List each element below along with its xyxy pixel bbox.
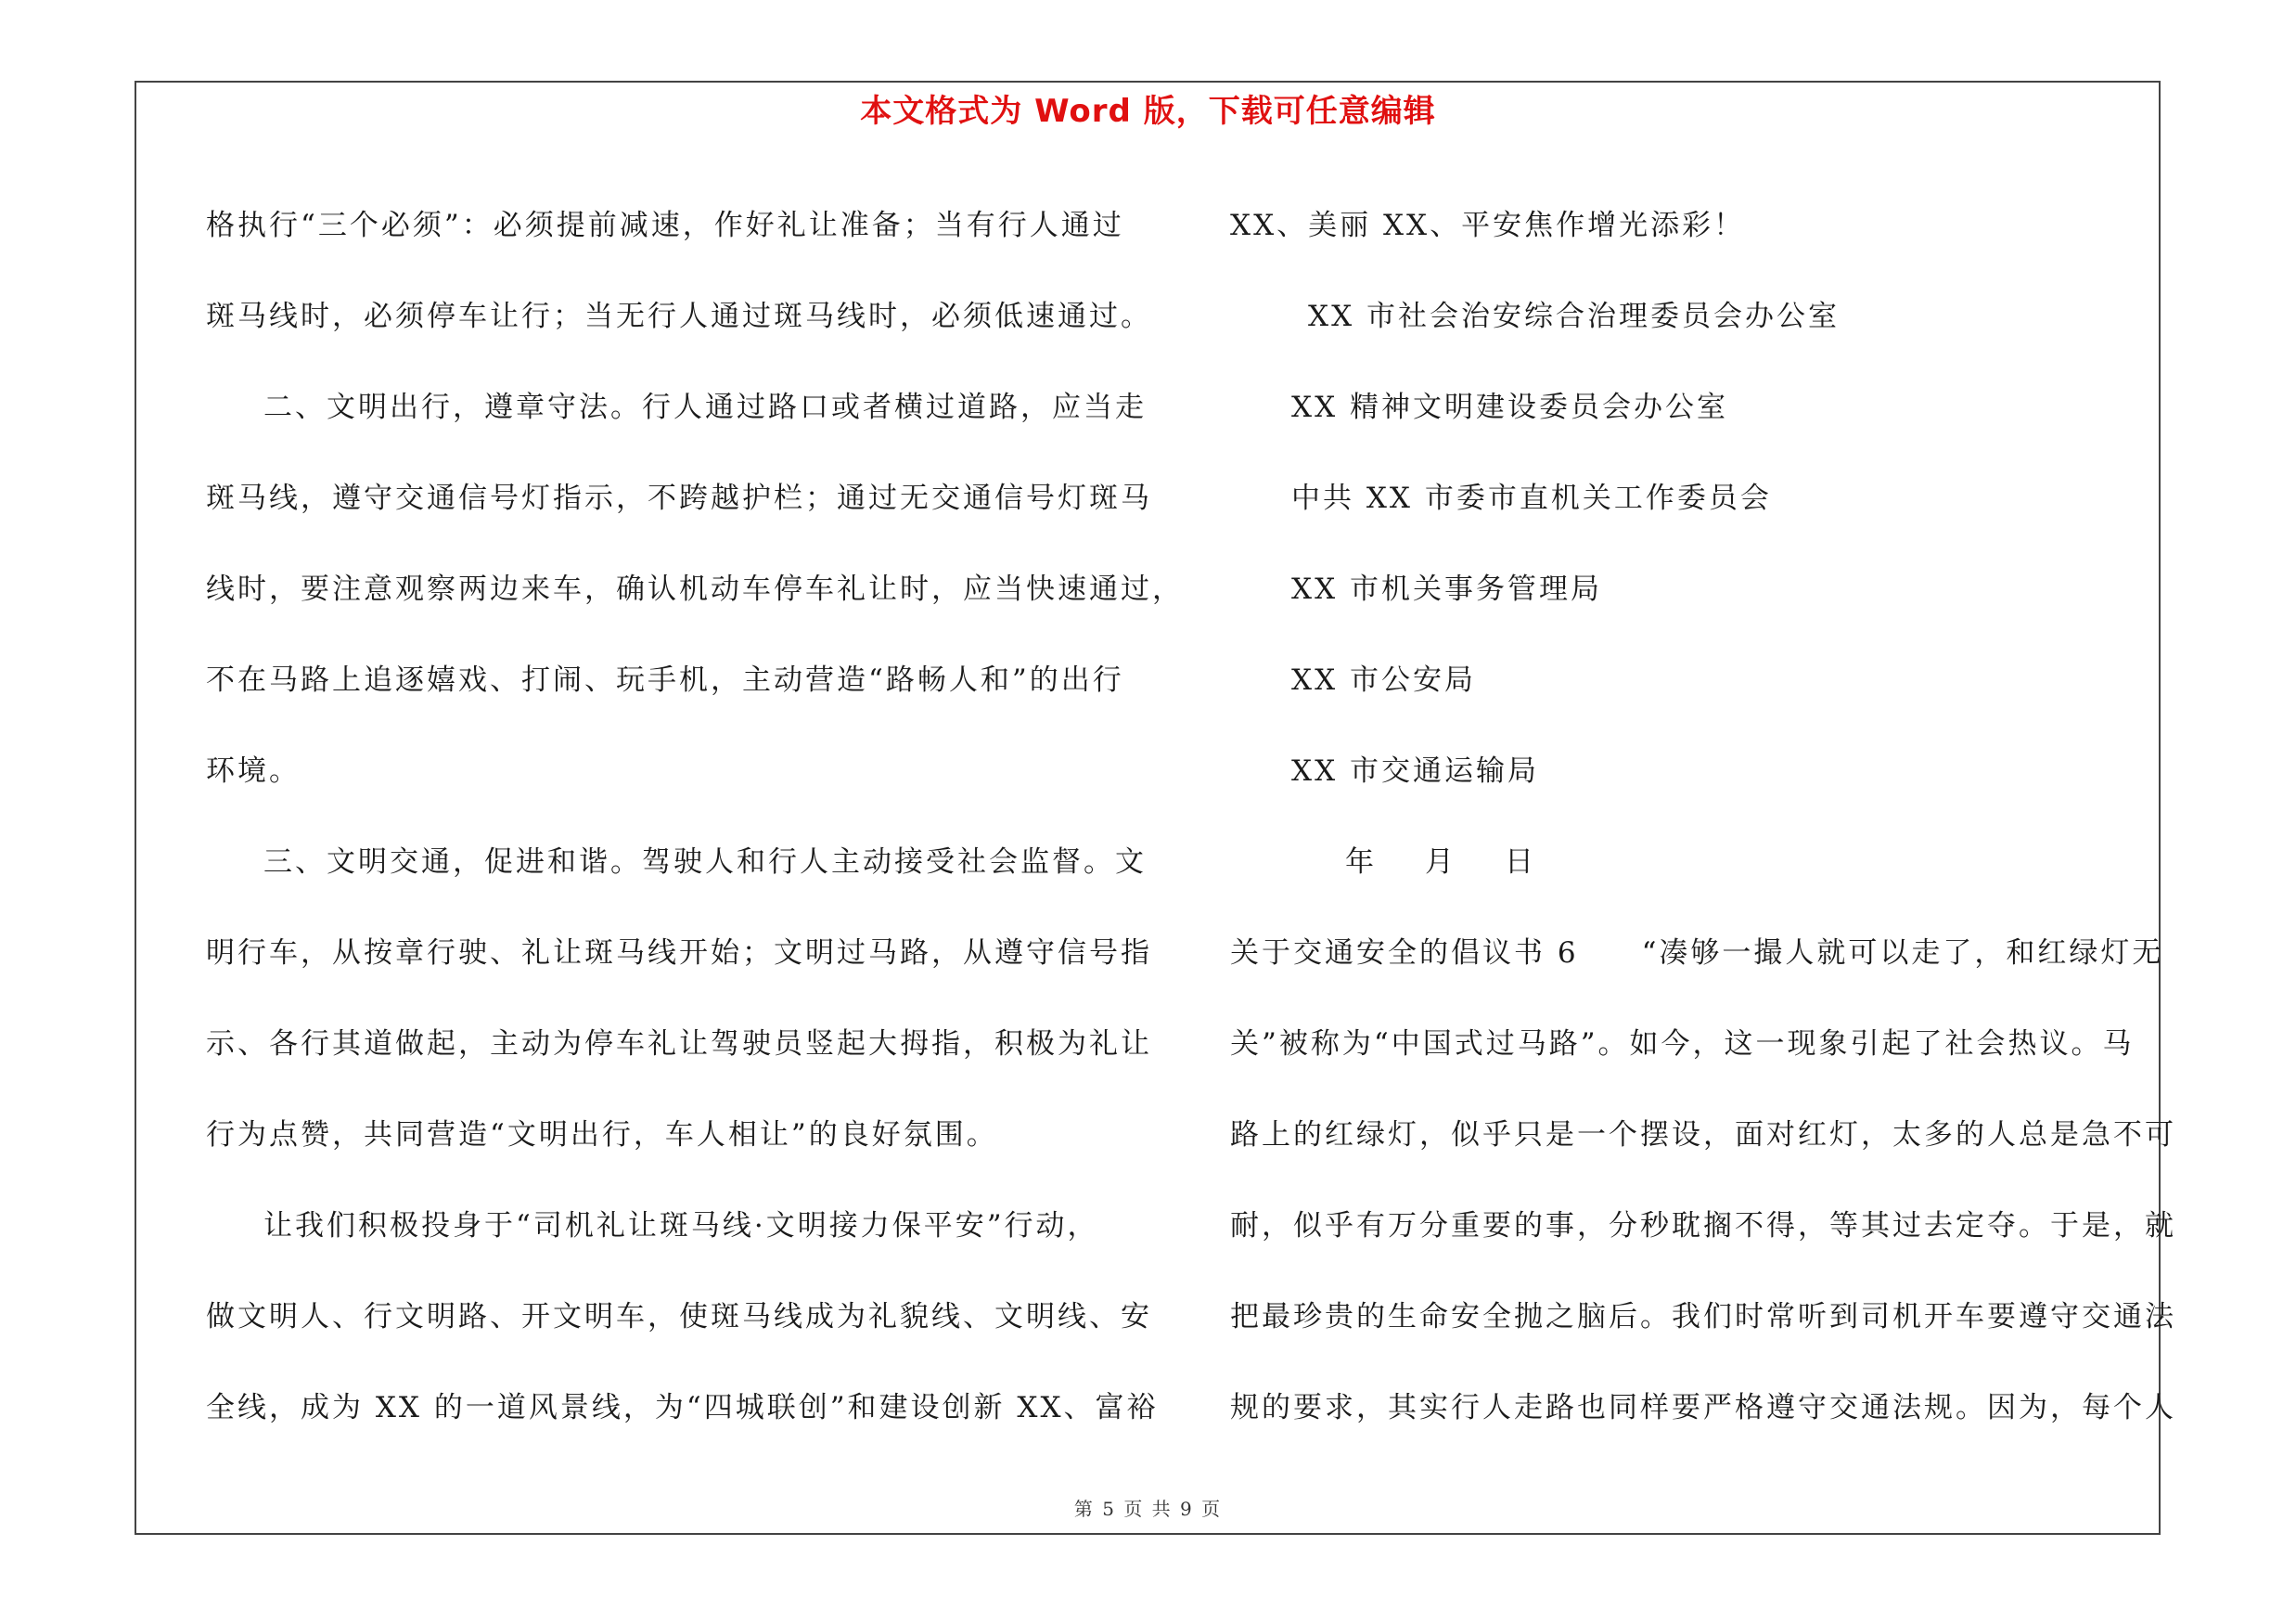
text-line: 关于交通安全的倡议书 6 “凑够一撮人就可以走了，和红绿灯无 (1230, 936, 2164, 970)
text-line: 格执行“三个必须”：必须提前减速，作好礼让准备；当有行人通过 (206, 209, 1124, 242)
date-line (1230, 817, 2158, 908)
signatory-line: XX 市社会治安综合治理委员会办公室 (1308, 300, 1840, 333)
text-line: 规的要求，其实行人走路也同样要严格遵守交通法规。因为，每个人 (1230, 1391, 2176, 1424)
text-line: 斑马线时，必须停车让行；当无行人通过斑马线时，必须低速通过。 (206, 300, 1152, 333)
text-line: 三、文明交通，促进和谐。驾驶人和行人主动接受社会监督。文 (263, 845, 1147, 879)
text-line: 全线，成为 XX 的一道风景线，为“四城联创”和建设创新 XX、富裕 (206, 1391, 1159, 1424)
text-line: 让我们积极投身于“司机礼让斑马线·文明接力保平安”行动， (263, 1209, 1099, 1243)
date-year: 年 (1345, 845, 1377, 879)
signatory-line: XX 精神文明建设委员会办公室 (1291, 391, 1728, 424)
right-column (1230, 180, 2176, 1453)
text-line: 耐，似乎有万分重要的事，分秒耽搁不得，等其过去定夺。于是，就 (1230, 1209, 2176, 1243)
text-line: XX、美丽 XX、平安焦作增光添彩！ (1230, 209, 1746, 242)
text-line: 环境。 (206, 754, 301, 788)
text-line: 斑马线，遵守交通信号灯指示，不跨越护栏；通过无交通信号灯斑马 (206, 482, 1152, 515)
signatory-line: 中共 XX 市委市直机关工作委员会 (1291, 482, 1772, 515)
text-line: 线时，要注意观察两边来车，确认机动车停车礼让时，应当快速通过， (206, 573, 1184, 606)
signatory-line: XX 市公安局 (1291, 663, 1476, 697)
text-line: 二、文明出行，遵章守法。行人通过路口或者横过道路，应当走 (263, 391, 1147, 424)
signatory-line: XX 市交通运输局 (1291, 754, 1539, 788)
text-line: 行为点赞，共同营造“文明出行，车人相让”的良好氛围。 (206, 1118, 998, 1152)
text-line: 做文明人、行文明路、开文明车，使斑马线成为礼貌线、文明线、安 (206, 1300, 1152, 1333)
page-number-footer: 第 5 页 共 9 页 (1073, 1498, 1223, 1520)
text-line: 明行车，从按章行驶、礼让斑马线开始；文明过马路，从遵守信号指 (206, 936, 1152, 970)
text-line: 关”被称为“中国式过马路”。如今，这一现象引起了社会热议。马 (1230, 1027, 2135, 1061)
text-line: 不在马路上追逐嬉戏、打闹、玩手机，主动营造“路畅人和”的出行 (206, 663, 1124, 697)
text-line: 路上的红绿灯，似乎只是一个摆设，面对红灯，太多的人总是急不可 (1230, 1118, 2176, 1152)
signatory-line: XX 市机关事务管理局 (1291, 573, 1602, 606)
text-line: 把最珍贵的生命安全抛之脑后。我们时常听到司机开车要遵守交通法 (1230, 1300, 2176, 1333)
format-banner: 本文格式为 Word 版，下载可任意编辑 (860, 93, 1436, 130)
text-line: 示、各行其道做起，主动为停车礼让驾驶员竖起大拇指，积极为礼让 (206, 1027, 1152, 1061)
date-month: 月 (1425, 845, 1456, 879)
left-column (206, 180, 1184, 1453)
date-day: 日 (1505, 845, 1536, 879)
